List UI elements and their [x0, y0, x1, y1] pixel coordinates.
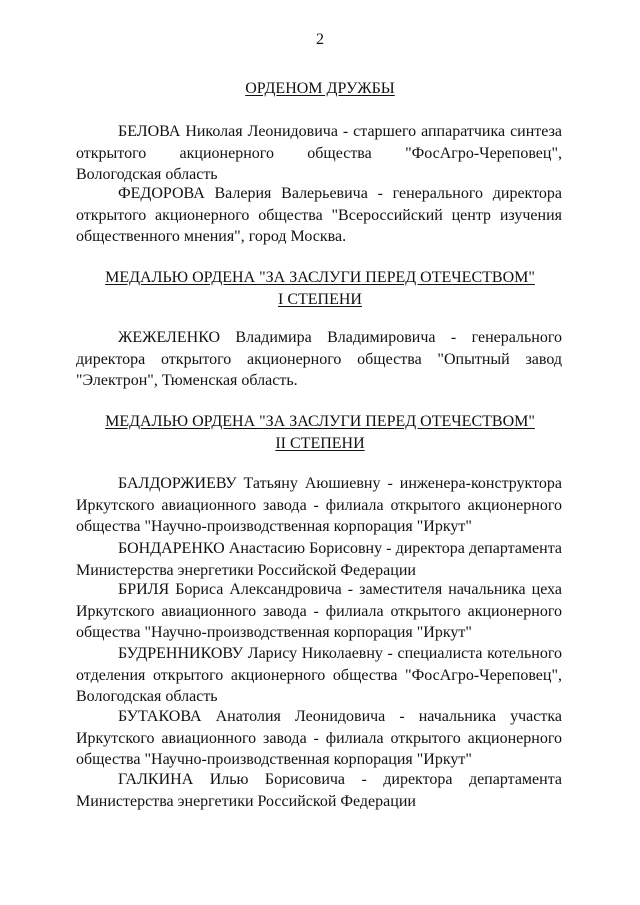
- award-entry: БУТАКОВА Анатолия Леонидовича - начальника участка Иркутского авиационного завода - филиала открытого акционерного общества "Научно-производственная корпорация "Иркут": [76, 708, 562, 768]
- section-heading-medal-2nd-degree: МЕДАЛЬЮ ОРДЕНА "ЗА ЗАСЛУГИ ПЕРЕД ОТЕЧЕСТВОМ": [105, 413, 535, 430]
- award-entry: ГАЛКИНА Илью Борисовича - директора департамента Министерства энергетики Российской Федерации: [76, 771, 562, 810]
- award-entry: ФЕДОРОВА Валерия Валерьевича - генерального директора открытого акционерного общества "Всероссийский центр изучения общественного мнения", город Москва.: [76, 185, 562, 245]
- award-entry: БОНДАРЕНКО Анастасию Борисовну - директора департамента Министерства энергетики Российской Федерации: [76, 540, 562, 579]
- award-entry: БУДРЕННИКОВУ Ларису Николаевну - специалиста котельного отделения открытого акционерного общества "ФосАгро-Череповец", Вологодская область: [76, 645, 562, 705]
- section-heading-order-of-friendship: ОРДЕНОМ ДРУЖБЫ: [245, 80, 395, 97]
- section-heading-medal-1st-degree: МЕДАЛЬЮ ОРДЕНА "ЗА ЗАСЛУГИ ПЕРЕД ОТЕЧЕСТВОМ": [105, 269, 535, 286]
- award-entry: ЖЕЖЕЛЕНКО Владимира Владимировича - генерального директора открытого акционерного общества "Опытный завод "Электрон", Тюменская область.: [76, 329, 562, 389]
- section-heading-medal-1st-degree-subtitle: I СТЕПЕНИ: [278, 291, 362, 308]
- page-number: 2: [316, 31, 324, 48]
- award-entry: БАЛДОРЖИЕВУ Татьяну Аюшиевну - инженера-конструктора Иркутского авиационного завода - филиала открытого акционерного общества "Научно-производственная корпорация "Иркут": [76, 475, 562, 535]
- award-entry: БРИЛЯ Бориса Александровича - заместителя начальника цеха Иркутского авиационного завода - филиала открытого акционерного общества "Научно-производственная корпорация "Иркут": [76, 581, 562, 641]
- award-entry: БЕЛОВА Николая Леонидовича - старшего аппаратчика синтеза открытого акционерного общества "ФосАгро-Череповец", Вологодская область: [76, 123, 562, 183]
- section-heading-medal-2nd-degree-subtitle: II СТЕПЕНИ: [275, 435, 365, 452]
